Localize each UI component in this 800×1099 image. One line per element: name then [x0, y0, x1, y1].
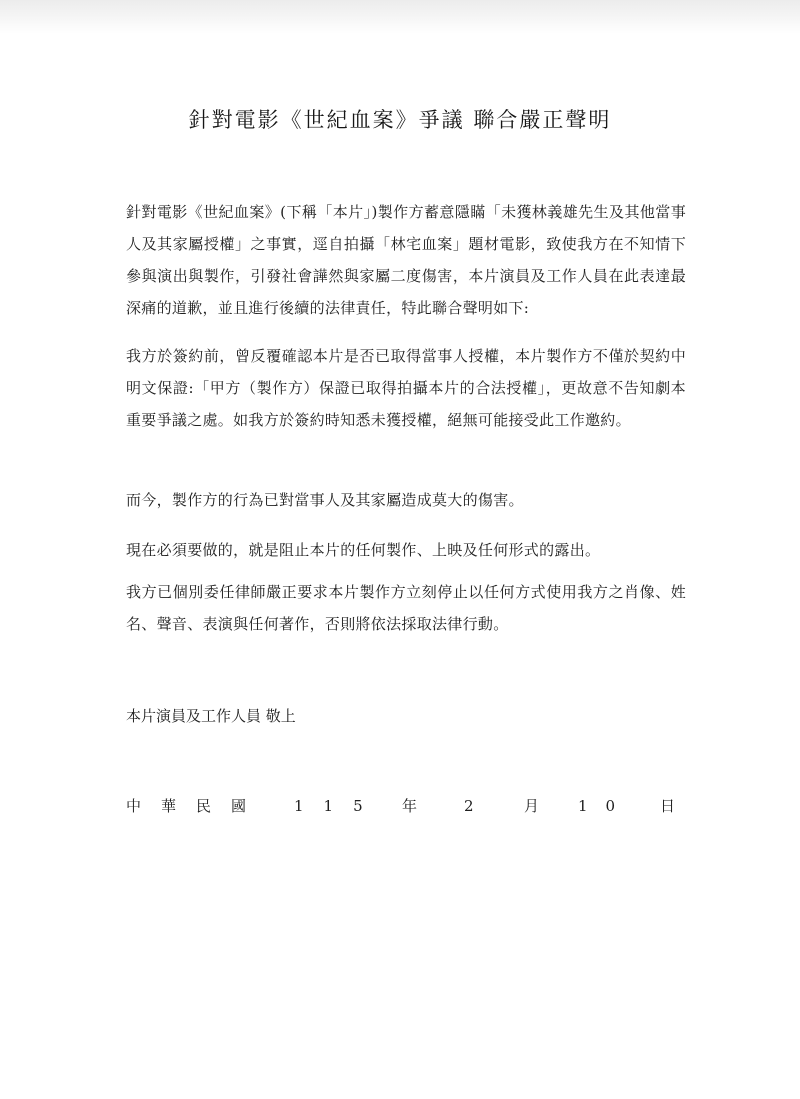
paragraph-stop: 現在必須要做的，就是阻止本片的任何製作、上映及任何形式的露出。 [126, 541, 601, 559]
document-title: 針對電影《世紀血案》爭議 聯合嚴正聲明 [188, 108, 612, 132]
date-month-unit: 月 [524, 797, 540, 815]
date-month: 2 [464, 797, 474, 815]
signature-line: 本片演員及工作人員 敬上 [126, 707, 296, 725]
date-era: 中華民國 [126, 797, 267, 815]
date-line [126, 790, 676, 822]
paragraph-intro: 針對電影《世紀血案》(下稱「本片」)製作方蓄意隱瞞「未獲林義雄先生及其他當事人及其家屬授權」之事實，逕自拍攝「林宅血案」題材電影，致使我方在不知情下參與演出與製作，引發社會譁然與家屬二度傷害，本片演員及工作人員在此表達最深痛的道歉，並且進行後續的法律責任，特此聯合聲明如下: [126, 203, 686, 317]
paragraph-contract: 我方於簽約前，曾反覆確認本片是否已取得當事人授權，本片製作方不僅於契約中明文保證:「甲方（製作方）保證已取得拍攝本片的合法授權」，更故意不告知劇本重要爭議之處。如我方於簽約時知悉未獲授權，絕無可能接受此工作邀約。 [126, 347, 686, 429]
date-year-unit: 年 [402, 797, 418, 815]
date-day: 10 [578, 797, 634, 815]
paragraph-legal-action: 我方已個別委任律師嚴正要求本片製作方立刻停止以任何方式使用我方之肖像、姓名、聲音、表演與任何著作，否則將依法採取法律行動。 [126, 583, 686, 633]
paragraph-harm: 而今，製作方的行為已對當事人及其家屬造成莫大的傷害。 [126, 491, 524, 509]
date-year: 115 [294, 797, 383, 815]
date-day-unit: 日 [660, 797, 676, 815]
scan-top-shadow [0, 0, 800, 34]
